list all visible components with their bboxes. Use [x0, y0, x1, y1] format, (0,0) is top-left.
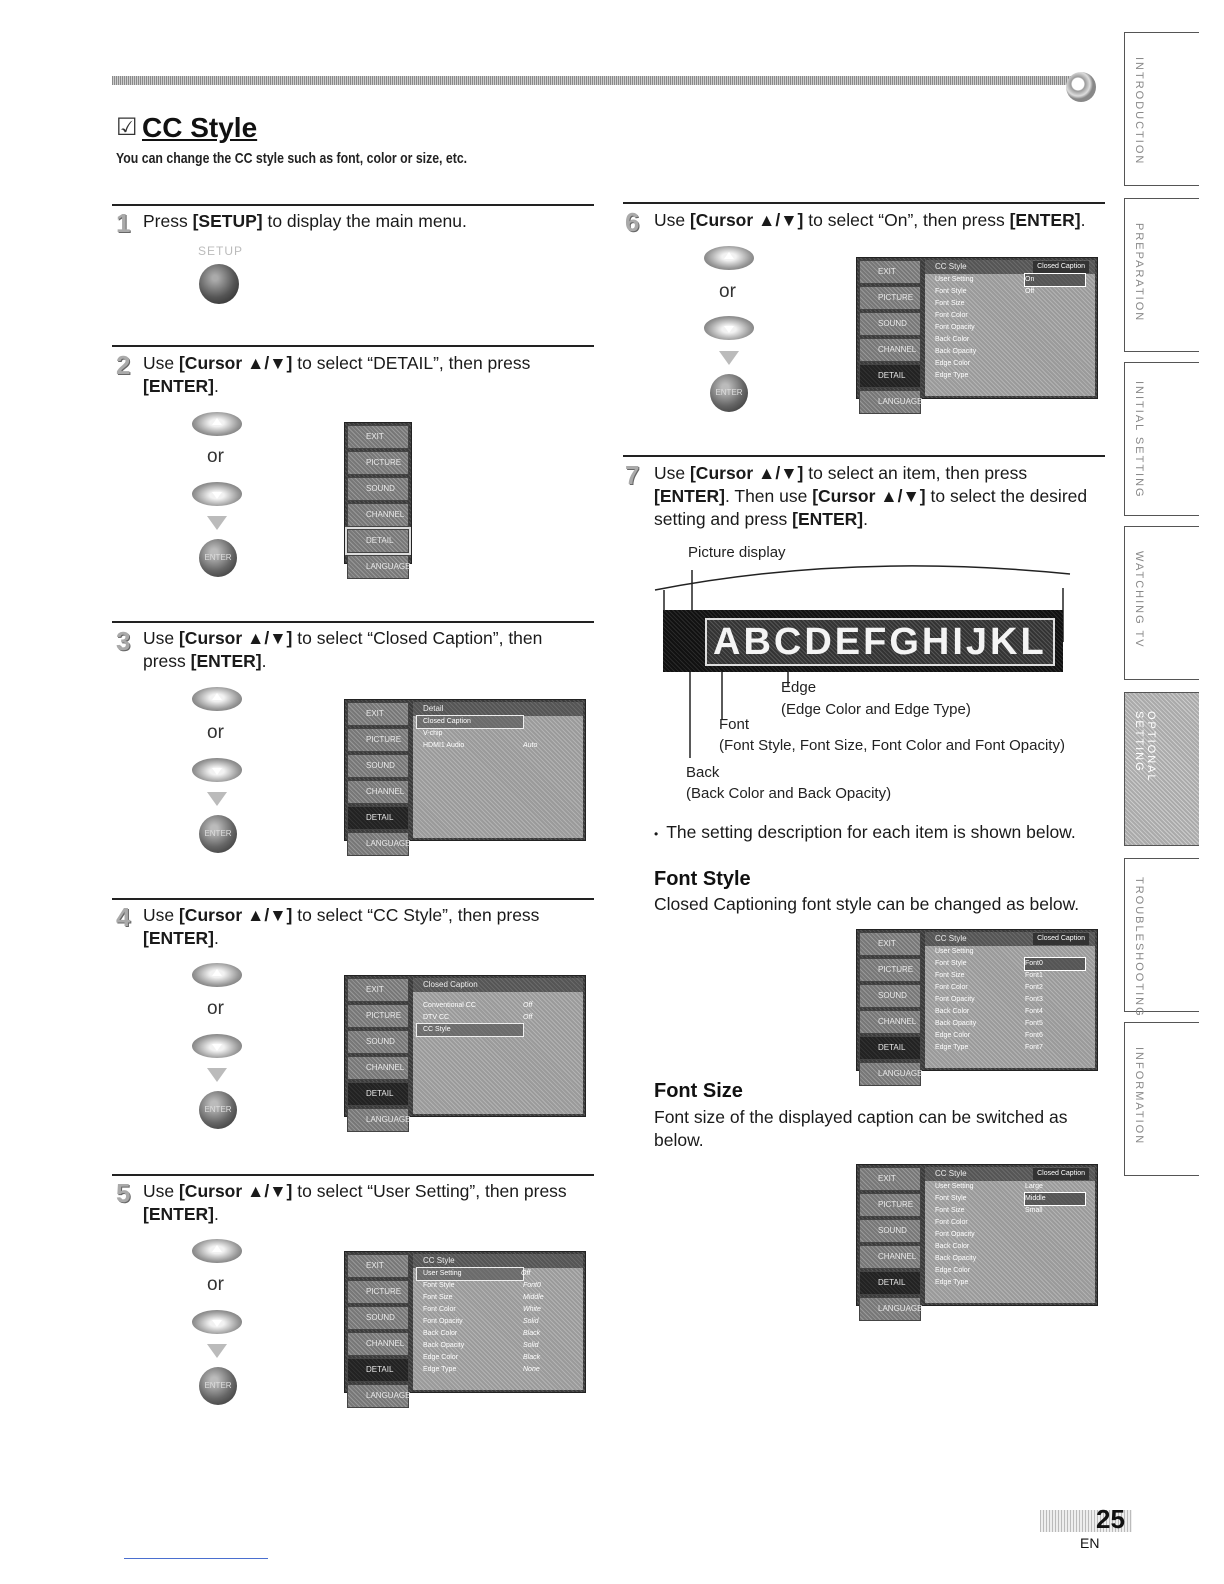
key: [ENTER] [143, 928, 214, 948]
arrow-down-icon [207, 516, 227, 530]
row-value: Font0 [523, 1282, 541, 1289]
pane-row [925, 370, 1095, 382]
row-label: Font Opacity [935, 324, 975, 331]
text: Use [654, 463, 690, 483]
pane-row [925, 286, 1095, 298]
row-label: Font Color [935, 1219, 968, 1226]
menu-item: EXIT [859, 932, 921, 956]
side-tab[interactable] [1124, 198, 1199, 352]
pane-row [413, 1328, 583, 1340]
step-5-text [143, 1180, 583, 1226]
pane-row [925, 274, 1095, 286]
row-label: Edge Type [935, 1044, 969, 1051]
menu-item: SOUND [859, 312, 921, 336]
menu-item: LANGUAGE [347, 555, 409, 579]
menu-item: LANGUAGE [859, 1297, 921, 1321]
pane-row [925, 358, 1095, 370]
step-number: 5 [116, 1178, 131, 1208]
menu-item: CHANNEL [859, 338, 921, 362]
text: Press [143, 211, 193, 231]
menu-screen-font-style [856, 929, 1098, 1078]
pane-row [413, 1364, 583, 1376]
row-label: Closed Caption [423, 718, 471, 725]
menu-item: EXIT [347, 978, 409, 1002]
row-label: Font Size [423, 1294, 453, 1301]
text: . [213, 928, 219, 948]
menu-item: EXIT [347, 1254, 409, 1278]
step-number: 6 [625, 207, 640, 237]
pane-row [925, 1181, 1095, 1193]
menu-screen-step3 [344, 699, 586, 848]
key: [Cursor ▲/▼] [178, 905, 293, 925]
page-subtitle: You can change the CC style such as font, color or size, etc. [116, 150, 468, 167]
row-label: User Setting [935, 276, 974, 283]
cursor-up-icon [192, 412, 242, 436]
text: Use [143, 905, 179, 925]
enter-button-icon: ENTER [199, 815, 237, 853]
key: [SETUP] [192, 211, 263, 231]
or-label: or [207, 998, 224, 1019]
pane-row [413, 728, 583, 740]
text: to select “DETAIL”, then press [292, 353, 531, 373]
key: [Cursor ▲/▼] [178, 353, 293, 373]
menu-item: LANGUAGE [347, 1108, 409, 1132]
row-label: CC Style [423, 1026, 451, 1033]
step-divider [112, 898, 594, 900]
row-label: Back Opacity [423, 1342, 465, 1349]
pane-row [413, 1304, 583, 1316]
pane-row [925, 970, 1095, 982]
side-tab[interactable] [1124, 362, 1199, 516]
step-6-text [654, 209, 1104, 232]
menu-item: CHANNEL [859, 1010, 921, 1034]
row-label: DTV CC [423, 1014, 450, 1021]
step-number: 7 [625, 460, 640, 490]
menu-item: CHANNEL [859, 1245, 921, 1269]
pane-row [925, 1030, 1095, 1042]
menu-item: LANGUAGE [347, 1384, 409, 1408]
option-selected: Middle [1025, 1193, 1085, 1205]
key: [Cursor ▲/▼] [689, 210, 804, 230]
cursor-down-icon [192, 758, 242, 782]
row-value: White [523, 1306, 541, 1313]
font-size-desc: Font size of the displayed caption can be switched as below. [654, 1107, 1068, 1150]
note-text: The setting description for each item is shown below. [666, 822, 1076, 842]
menu-item-selected: DETAIL [347, 806, 409, 830]
cursor-down-icon [192, 482, 242, 506]
pane-title: CC Style [935, 934, 967, 943]
pane-subheader: Closed Caption [1033, 261, 1089, 273]
row-value: Auto [523, 742, 538, 749]
pane-row [925, 1241, 1095, 1253]
pane-header [925, 260, 1095, 274]
row-label: Back Color [423, 1330, 458, 1337]
row-label: User Setting [935, 1183, 974, 1190]
arrow-down-icon [719, 351, 739, 365]
step-divider [112, 345, 594, 347]
header-circle-ornament [1066, 72, 1096, 102]
menu-item-selected: DETAIL [347, 1082, 409, 1106]
row-value: Off [523, 1014, 533, 1021]
menu-item-selected: DETAIL [859, 1036, 921, 1060]
option: Off [1025, 288, 1035, 295]
menu-item: SOUND [859, 984, 921, 1008]
pane-header [925, 1167, 1095, 1181]
row-label: Edge Type [423, 1366, 457, 1373]
caption-sample-box [663, 610, 1063, 672]
title-row [116, 112, 257, 144]
step-3-text [143, 627, 583, 673]
text: Use [143, 628, 179, 648]
page-number: 25 [1096, 1504, 1125, 1534]
pane-title: CC Style [935, 1169, 967, 1178]
or-label: or [719, 281, 736, 302]
row-label: Back Color [935, 336, 970, 343]
menu-item: EXIT [859, 1167, 921, 1191]
menu-screen-step2 [344, 422, 412, 571]
row-label: User Setting [423, 1270, 462, 1277]
pane-header: Closed Caption [413, 978, 583, 992]
pane-row-highlight [417, 716, 523, 728]
pane-row [413, 1316, 583, 1328]
pane-row [413, 740, 583, 752]
tab-label: PREPARATION [1133, 223, 1145, 323]
row-value: Solid [523, 1318, 539, 1325]
row-label: User Setting [935, 948, 974, 955]
row-value: Solid [523, 1342, 539, 1349]
menu-screen-step6 [856, 257, 1098, 406]
row-label: Font Color [423, 1306, 456, 1313]
step-number: 3 [116, 626, 131, 656]
menu-screen-step5 [344, 1251, 586, 1400]
pane-header: CC Style [413, 1254, 583, 1268]
option: Large [1025, 1183, 1043, 1190]
enter-button-icon: ENTER [710, 374, 748, 412]
text: . [1080, 210, 1086, 230]
pane-row [925, 1006, 1095, 1018]
arrow-down-icon [207, 1068, 227, 1082]
pane-row [925, 958, 1095, 970]
back-label: Back [686, 764, 720, 781]
tab-label: INTRODUCTION [1133, 57, 1145, 166]
step-divider [112, 204, 594, 206]
font-style-desc: Closed Captioning font style can be changed as below. [654, 894, 1080, 914]
cursor-up-icon [192, 1239, 242, 1263]
pane-row [925, 298, 1095, 310]
step-divider [623, 455, 1105, 457]
row-value: Black [523, 1354, 541, 1361]
key: [ENTER] [1009, 210, 1081, 230]
menu-item: CHANNEL [347, 1332, 409, 1356]
menu-item-selected: DETAIL [859, 364, 921, 388]
pane-row [413, 1340, 583, 1352]
menu-item: LANGUAGE [347, 832, 409, 856]
row-label: Edge Color [423, 1354, 459, 1361]
picture-display-label: Picture display [688, 544, 786, 561]
pane-row [413, 1000, 583, 1012]
step-number: 2 [116, 350, 131, 380]
menu-item-selected: DETAIL [859, 1271, 921, 1295]
step-divider [623, 202, 1105, 204]
menu-screen-font-size [856, 1164, 1098, 1313]
arrow-down-icon [207, 792, 227, 806]
menu-item-selected: DETAIL [347, 1358, 409, 1382]
row-label: Font Size [935, 300, 965, 307]
key: [Cursor ▲/▼] [178, 1181, 293, 1201]
text: . [261, 651, 267, 671]
language-code: EN [1080, 1535, 1100, 1551]
pane-row [413, 1292, 583, 1304]
pane-row [925, 1217, 1095, 1229]
setup-button-icon [199, 264, 239, 304]
pane-row [925, 1253, 1095, 1265]
pane-row [925, 346, 1095, 358]
text: Use [143, 1181, 179, 1201]
cursor-down-icon [704, 316, 754, 340]
option-selected: Font0 [1025, 958, 1085, 970]
side-tab[interactable] [1124, 526, 1199, 680]
row-label: Edge Type [935, 372, 969, 379]
menu-item: SOUND [347, 477, 409, 501]
menu-item: CHANNEL [347, 1056, 409, 1080]
row-label: Font Color [935, 312, 968, 319]
option: Font4 [1025, 1008, 1043, 1015]
row-label: Font Size [935, 972, 965, 979]
page-title: CC Style [142, 112, 258, 143]
key: [Cursor ▲/▼] [178, 628, 293, 648]
side-tab[interactable] [1124, 1022, 1199, 1176]
text: . Then use [724, 486, 813, 506]
key: [ENTER] [143, 1204, 214, 1224]
pane-title: CC Style [935, 262, 967, 271]
row-label: Font Style [935, 960, 967, 967]
side-tab-active[interactable] [1124, 692, 1199, 846]
tab-label: OPTIONAL SETTING [1133, 711, 1157, 783]
pane-row [925, 1265, 1095, 1277]
row-label: Font Size [935, 1207, 965, 1214]
row-label: V-chip [423, 730, 443, 737]
menu-item: EXIT [347, 425, 409, 449]
menu-item: PICTURE [347, 728, 409, 752]
text: to display the main menu. [262, 211, 467, 231]
menu-item: PICTURE [347, 1280, 409, 1304]
enter-button-icon: ENTER [199, 1091, 237, 1129]
row-value: Off [521, 1270, 531, 1277]
cursor-down-icon [192, 1310, 242, 1334]
row-label: Edge Type [935, 1279, 969, 1286]
row-label: Back Opacity [935, 348, 977, 355]
pane-row [925, 334, 1095, 346]
option: Font2 [1025, 984, 1043, 991]
row-label: Edge Color [935, 1267, 971, 1274]
edge-desc: (Edge Color and Edge Type) [781, 701, 971, 718]
edge-label: Edge [781, 679, 817, 696]
menu-item: EXIT [859, 260, 921, 284]
row-label: Font Style [423, 1282, 455, 1289]
text: to select “CC Style”, then press [292, 905, 540, 925]
setup-label: SETUP [198, 244, 244, 258]
text: Use [654, 210, 690, 230]
pane-row [925, 1205, 1095, 1217]
key: [Cursor ▲/▼] [689, 463, 804, 483]
font-size-heading: Font Size [654, 1080, 743, 1102]
pane-header: Detail [413, 702, 583, 716]
menu-screen-step4 [344, 975, 586, 1124]
caption-sample-text: ABCDEFGHIJKL [705, 618, 1055, 666]
pane-row [925, 1042, 1095, 1054]
menu-item: CHANNEL [347, 780, 409, 804]
row-label: HDMI1 Audio [423, 742, 465, 749]
tab-label: INFORMATION [1133, 1047, 1145, 1146]
pane-header [925, 932, 1095, 946]
text: . [213, 1204, 219, 1224]
pane-row [925, 946, 1095, 958]
pane-row [413, 1280, 583, 1292]
font-label: Font [719, 716, 750, 733]
row-label: Font Opacity [935, 996, 975, 1003]
row-label: Conventional CC [423, 1002, 476, 1009]
tab-label: TROUBLESHOOTING [1133, 877, 1145, 1018]
row-label: Edge Color [935, 360, 971, 367]
pane-row [925, 1018, 1095, 1030]
key: [ENTER] [190, 651, 262, 671]
menu-item: LANGUAGE [859, 390, 921, 414]
menu-item: SOUND [347, 1306, 409, 1330]
pane-subheader: Closed Caption [1033, 933, 1089, 945]
display-curve [655, 566, 1070, 590]
row-label: Font Color [935, 984, 968, 991]
step-2-text [143, 352, 583, 398]
checkbox-icon: ☑ [116, 114, 138, 141]
pane-subheader: Closed Caption [1033, 1168, 1089, 1180]
pane-row [925, 322, 1095, 334]
step-number: 4 [116, 902, 131, 932]
bullet-icon: • [654, 827, 659, 841]
pane-row [925, 982, 1095, 994]
option: Small [1025, 1207, 1043, 1214]
pane-row [925, 1277, 1095, 1289]
or-label: or [207, 446, 224, 467]
text: to select “Closed Caption”, then press [143, 628, 543, 671]
text: . [213, 376, 219, 396]
option: Font5 [1025, 1020, 1043, 1027]
row-label: Font Style [935, 1195, 967, 1202]
menu-item-selected: DETAIL [347, 529, 409, 553]
row-value: None [523, 1366, 540, 1373]
menu-item: EXIT [347, 702, 409, 726]
menu-item: PICTURE [859, 958, 921, 982]
text: to select an item, then press [803, 463, 1028, 483]
row-value: Middle [523, 1294, 544, 1301]
menu-item: SOUND [859, 1219, 921, 1243]
row-label: Font Opacity [935, 1231, 975, 1238]
step-divider [112, 1174, 594, 1176]
key: [ENTER] [792, 509, 864, 529]
pane-row-highlight [417, 1268, 531, 1280]
menu-item: PICTURE [347, 451, 409, 475]
step-divider [112, 621, 594, 623]
pane-row [925, 310, 1095, 322]
text: to select “User Setting”, then press [292, 1181, 567, 1201]
menu-item: PICTURE [859, 1193, 921, 1217]
key: [Cursor ▲/▼] [812, 486, 926, 506]
key: [ENTER] [654, 486, 725, 506]
header-rule [112, 76, 1078, 85]
key: [ENTER] [143, 376, 214, 396]
step-1-text [143, 210, 583, 233]
option: Font6 [1025, 1032, 1043, 1039]
text: Use [143, 353, 179, 373]
row-label: Back Opacity [935, 1020, 977, 1027]
step-4-text [143, 904, 583, 950]
text: . [863, 509, 868, 529]
menu-item: SOUND [347, 754, 409, 778]
pane-row [925, 1229, 1095, 1241]
pane-row [925, 1193, 1095, 1205]
arrow-down-icon [207, 1344, 227, 1358]
option: Font1 [1025, 972, 1043, 979]
tab-label: WATCHING TV [1133, 551, 1145, 649]
pane-row [413, 1352, 583, 1364]
font-desc: (Font Style, Font Size, Font Color and Font Opacity) [719, 737, 1065, 754]
text: to select “On”, then press [803, 210, 1010, 230]
pane-row [413, 1012, 583, 1024]
step-number: 1 [116, 208, 131, 238]
cursor-up-icon [192, 687, 242, 711]
row-label: Font Style [935, 288, 967, 295]
row-label: Back Color [935, 1008, 970, 1015]
menu-item: PICTURE [347, 1004, 409, 1028]
row-label: Edge Color [935, 1032, 971, 1039]
side-tab[interactable] [1124, 858, 1199, 1018]
menu-item: SOUND [347, 1030, 409, 1054]
text: to select the desired setting and press [654, 486, 1088, 529]
row-label: Back Color [935, 1243, 970, 1250]
or-label: or [207, 1274, 224, 1295]
note-line [654, 821, 1114, 846]
cursor-down-icon [192, 1034, 242, 1058]
menu-item: LANGUAGE [859, 1062, 921, 1086]
step-7-text [654, 462, 1104, 531]
row-label: Font Opacity [423, 1318, 463, 1325]
pane-row [925, 994, 1095, 1006]
menu-item: PICTURE [859, 286, 921, 310]
enter-button-icon: ENTER [199, 539, 237, 577]
footer-rule [124, 1558, 268, 1559]
menu-item: CHANNEL [347, 503, 409, 527]
pane-row-highlight [417, 1024, 523, 1036]
enter-button-icon: ENTER [199, 1367, 237, 1405]
or-label: or [207, 722, 224, 743]
row-value: Black [523, 1330, 541, 1337]
option: Font7 [1025, 1044, 1043, 1051]
back-desc: (Back Color and Back Opacity) [686, 785, 892, 802]
side-tab[interactable] [1124, 32, 1199, 186]
tab-label: INITIAL SETTING [1133, 381, 1145, 499]
cursor-up-icon [192, 963, 242, 987]
cursor-up-icon [704, 246, 754, 270]
font-style-heading: Font Style [654, 868, 751, 890]
row-label: Back Opacity [935, 1255, 977, 1262]
option: Font3 [1025, 996, 1043, 1003]
option-selected: On [1025, 274, 1085, 286]
row-value: Off [523, 1002, 533, 1009]
